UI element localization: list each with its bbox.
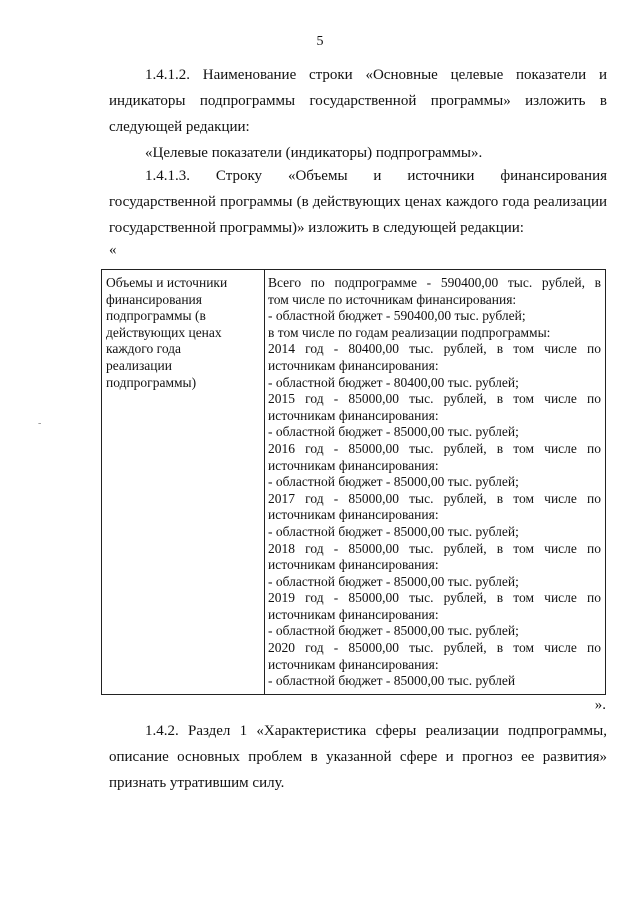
value-line: 2018 год - 85000,00 тыс. рублей, в том числе по — [268, 540, 601, 556]
paragraph-line: следующей редакции: — [109, 119, 250, 135]
value-line: источникам финансирования: — [268, 357, 439, 373]
paragraph-line: государственной программы (в действующих ценах каждого года реализации — [109, 194, 607, 210]
paragraph-line: признать утратившим силу. — [109, 775, 285, 791]
paragraph-1-4-1-2 — [109, 62, 607, 140]
value-line: - областной бюджет - 80400,00 тыс. рублей; — [268, 374, 519, 390]
value-line: 2014 год - 80400,00 тыс. рублей, в том числе по — [268, 341, 601, 357]
value-line: 2019 год - 85000,00 тыс. рублей, в том числе по — [268, 590, 601, 606]
value-line: источникам финансирования: — [268, 606, 439, 622]
value-line: источникам финансирования: — [268, 507, 439, 523]
closing-quote: ». — [594, 697, 606, 713]
paragraph-1-4-1-3 — [109, 163, 607, 241]
value-line: 2015 год - 85000,00 тыс. рублей, в том числе по — [268, 391, 601, 407]
value-line: - областной бюджет - 85000,00 тыс. рублей; — [268, 424, 519, 440]
table-value-cell — [268, 275, 601, 690]
value-line: источникам финансирования: — [268, 557, 439, 573]
paragraph-line: 1.4.2. Раздел 1 «Характеристика сферы реализации подпрограммы, — [145, 723, 607, 739]
value-line: - областной бюджет - 85000,00 тыс. рублей — [268, 673, 516, 689]
paragraph-line: государственной программы)» изложить в следующей редакции: — [109, 220, 524, 236]
value-line: - областной бюджет - 85000,00 тыс. рублей; — [268, 523, 519, 539]
label-line: каждого года — [106, 341, 182, 357]
paragraph-line: 1.4.1.2. Наименование строки «Основные целевые показатели и — [145, 67, 607, 83]
page-number: 5 — [316, 34, 324, 49]
margin-mark: - — [38, 418, 42, 429]
paragraph-line: описание основных проблем в указанной сфере и прогноз ее развития» — [109, 749, 607, 765]
value-line: 2017 год - 85000,00 тыс. рублей, в том числе по — [268, 490, 601, 506]
label-line: подпрограммы (в — [106, 308, 206, 324]
value-line: источникам финансирования: — [268, 407, 439, 423]
table-column-divider — [264, 270, 265, 694]
opening-quote: « — [109, 242, 117, 258]
value-line: - областной бюджет - 85000,00 тыс. рублей; — [268, 573, 519, 589]
label-line: финансирования — [106, 291, 202, 307]
value-line: - областной бюджет - 85000,00 тыс. рублей; — [268, 623, 519, 639]
value-line: - областной бюджет - 590400,00 тыс. рублей; — [268, 308, 526, 324]
value-line: источникам финансирования: — [268, 656, 439, 672]
value-line: 2016 год - 85000,00 тыс. рублей, в том числе по — [268, 440, 601, 456]
paragraph-line: индикаторы подпрограммы государственной программы» изложить в — [109, 93, 607, 109]
value-line: 2020 год - 85000,00 тыс. рублей, в том числе по — [268, 640, 601, 656]
label-line: Объемы и источники — [106, 275, 228, 290]
paragraph-1-4-2 — [109, 718, 607, 796]
value-line: том числе по источникам финансирования: — [268, 291, 517, 307]
value-line: Всего по подпрограмме - 590400,00 тыс. рублей, в — [268, 275, 601, 290]
value-line: в том числе по годам реализации подпрограммы: — [268, 324, 551, 340]
label-line: действующих ценах — [106, 324, 222, 340]
paragraph-line: «Целевые показатели (индикаторы) подпрограммы». — [145, 145, 483, 161]
paragraph-line: 1.4.1.3. Строку «Объемы и источники финансирования — [145, 168, 607, 184]
funding-table — [101, 269, 606, 695]
label-line: реализации — [106, 357, 172, 373]
value-line: источникам финансирования: — [268, 457, 439, 473]
label-line: подпрограммы) — [106, 374, 197, 390]
value-line: - областной бюджет - 85000,00 тыс. рублей; — [268, 474, 519, 490]
table-row-label-cell — [106, 275, 260, 391]
